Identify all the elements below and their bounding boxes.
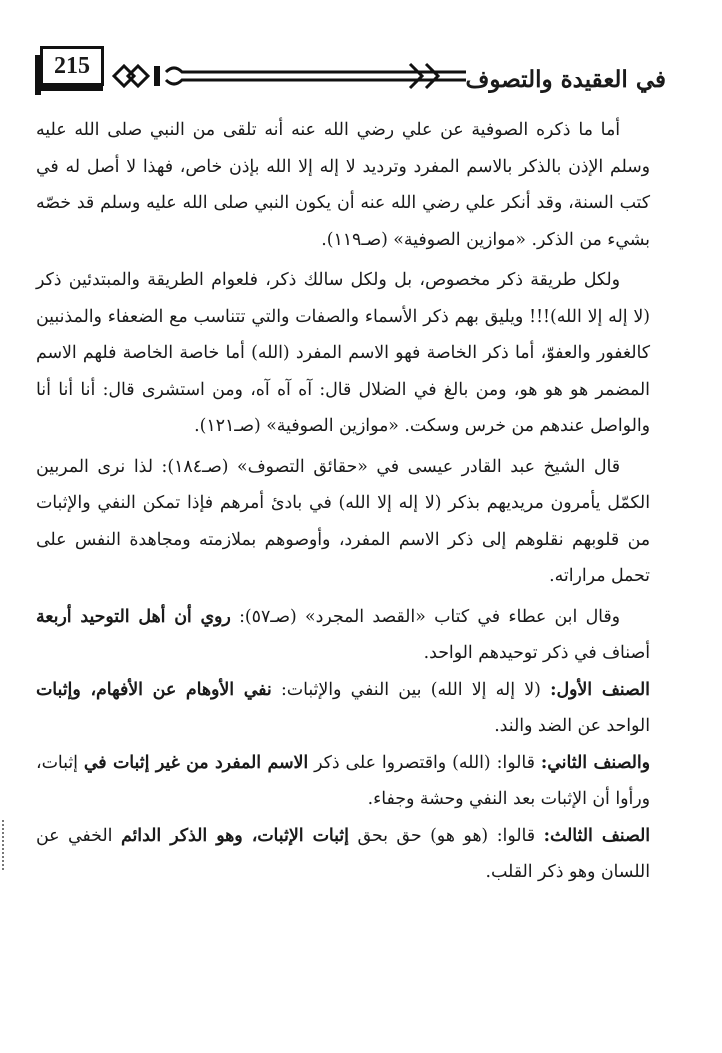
category-3-end: الخفي عن اللسان وهو ذكر القلب. [36,825,650,882]
paragraph-4-end: أصناف في ذكر توحيدهم الواحد. [423,643,650,663]
paragraph-4-bold: روي أن أهل التوحيد أربعة [36,606,231,627]
category-3-bold: إثبات الإثبات، وهو الذكر الدائم [120,825,349,846]
paragraph-4-text: وقال ابن عطاء في كتاب «القصد المجرد» (صـ٥٧): [239,606,621,627]
paragraph-1: أما ما ذكره الصوفية عن علي رضي الله عنه أنه تلقى من النبي صلى الله عليه وسلم الإذن بالذكر بالاسم المفرد وترديد لا إله إلا الله بإذن خاص، فهذا لا أصل له في كتب السنة، وقد أنكر علي رضي الله عنه أن يكون النبي صلى الله عليه وسلم قد خصّه بشيء من الذكر. «موازين الصوفية» (صـ١١٩). [36,120,650,250]
category-1-text: (لا إله إلا الله) بين النفي والإثبات: [280,679,541,700]
category-1 [36,672,650,745]
book-title: في العقيدة والتصوف [465,66,666,93]
category-2-bold: الاسم المفرد من غير إثبات في [83,752,309,773]
category-3-text: قالوا: (هو هو) حق بحق [357,825,536,846]
paragraph-2: ولكل طريقة ذكر مخصوص، بل ولكل سالك ذكر، فلعوام الطريقة والمبتدئين ذكر (لا إله إلا الله)!!! ويليق بهم ذكر الأسماء والصفات والتي تتناسب مع الضعفاء والمذنبين كالغفور والعفوّ، أما ذكر الخاصة فهو الاسم المفرد (الله) أما خاصة الخاصة فلهم الاسم المضمر هو هو هو، ومن بالغ في الضلال قال: آه آه آه، ومن استشرى قال: أنا أنا أنا والواصل عندهم من خرس وسكت. «موازين الصوفية» (صـ١٢١). [36,270,650,436]
category-1-bold: نفي الأوهام عن الأفهام، وإثبات [36,679,272,700]
category-1-end: الواحد عن الضد والند. [494,716,650,736]
category-2-label: والصنف الثاني: [540,752,650,773]
scan-edge-mark [2,820,10,870]
category-2-end: إثبات، ورأوا أن الإثبات بعد النفي وحشة وجفاء. [36,752,650,809]
page-body [36,112,650,891]
category-2 [36,745,650,818]
paragraph-4 [36,599,650,672]
paragraph-3: قال الشيخ عبد القادر عيسى في «حقائق التصوف» (صـ١٨٤): لذا نرى المربين الكمّل يأمرون مريديهم بذكر (لا إله إلا الله) في بادئ أمرهم فإذا تمكن النفي والإثبات من قلوبهم نقلوهم إلى ذكر الاسم المفرد، وأوصوهم بملازمته ومجاهدة النفس على تحمل مراراته. [36,456,650,586]
category-3-label: الصنف الثالث: [543,825,651,846]
page-number: 215 [40,46,104,86]
category-3 [36,818,650,891]
category-2-text: قالوا: (الله) واقتصروا على ذكر [314,752,535,773]
header-ornament [110,60,470,92]
category-1-label: الصنف الأول: [550,679,650,700]
